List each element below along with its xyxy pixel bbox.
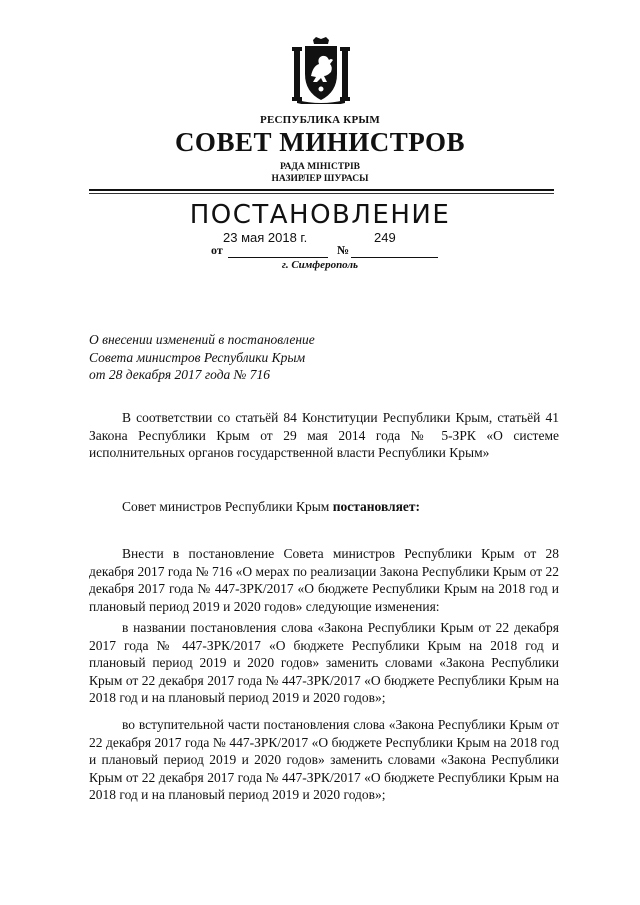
preamble-paragraph: В соответствии со статьёй 84 Конституции Республики Крым, статьёй 41 Закона Республики Крым от 29 мая 2014 года № 5-ЗРК «О системе исполнительных органов государственной власти Республики Крым» (89, 410, 559, 460)
resolution-keyword: постановляет: (332, 499, 421, 514)
subject-line: от 28 декабря 2017 года № 716 (89, 367, 270, 382)
resolution-text: Совет министров Республики Крым (122, 499, 333, 514)
decree-number: 249 (374, 230, 396, 245)
amendment-item-paragraph: в названии постановления слова «Закона Республики Крым от 22 декабря 2017 года № 447-ЗРК/2017 «О бюджете Республики Крым на 2018 год и плановый период 2019 и 2020 годов» заменить словами «Закона Республики Крым от 22 декабря 2017 года № 447-ЗРК/2017 «О бюджете Республики Крым на 2018 год и на плановый период 2019 и 2020 годов»; (89, 620, 559, 705)
decree-date: 23 мая 2018 г. (223, 230, 308, 245)
subject-line: О внесении изменений в постановление (89, 332, 315, 347)
resolution-paragraph (89, 498, 559, 516)
amendment-intro-paragraph: Внести в постановление Совета министров Республики Крым от 28 декабря 2017 года № 716 «О мерах по реализации Закона Республики Крым от 22 декабря 2017 года № 447-ЗРК/2017 «О бюджете Республики Крым на 2018 год и плановый период 2019 и 2020 годов» следующие изменения: (89, 546, 559, 614)
date-from-label: от (211, 243, 223, 257)
council-name: СОВЕТ МИНИСТРОВ (174, 127, 466, 157)
amendment-item-paragraph: во вступительной части постановления слова «Закона Республики Крым от 22 декабря 2017 года № 447-ЗРК/2017 «О бюджете Республики Крым на 2018 год и плановый период 2019 и 2020 годов» заменить словами «Закона Республики Крым от 22 декабря 2017 года № 447-ЗРК/2017 «О бюджете Республики Крым на 2018 год и на плановый период 2019 и 2020 годов»; (89, 717, 559, 802)
council-name-crimean-tatar: НАЗИРЛЕР ШУРАСЫ (271, 174, 369, 184)
city-name: г. Симферополь (281, 259, 359, 271)
header-divider-thin (89, 193, 554, 194)
number-underline (351, 257, 438, 258)
subject-line: Совета министров Республики Крым (89, 349, 306, 365)
decree-subject (89, 331, 409, 384)
number-sign-label: № (337, 243, 350, 257)
republic-name: РЕСПУБЛИКА КРЫМ (260, 114, 380, 126)
date-number-row (211, 230, 441, 260)
decree-title: ПОСТАНОВЛЕНИЕ (189, 200, 451, 230)
date-underline (228, 257, 328, 258)
council-name-ukrainian: РАДА МІНІСТРІВ (279, 162, 360, 172)
coat-of-arms-icon (291, 36, 351, 104)
header-divider-thick (89, 189, 554, 191)
